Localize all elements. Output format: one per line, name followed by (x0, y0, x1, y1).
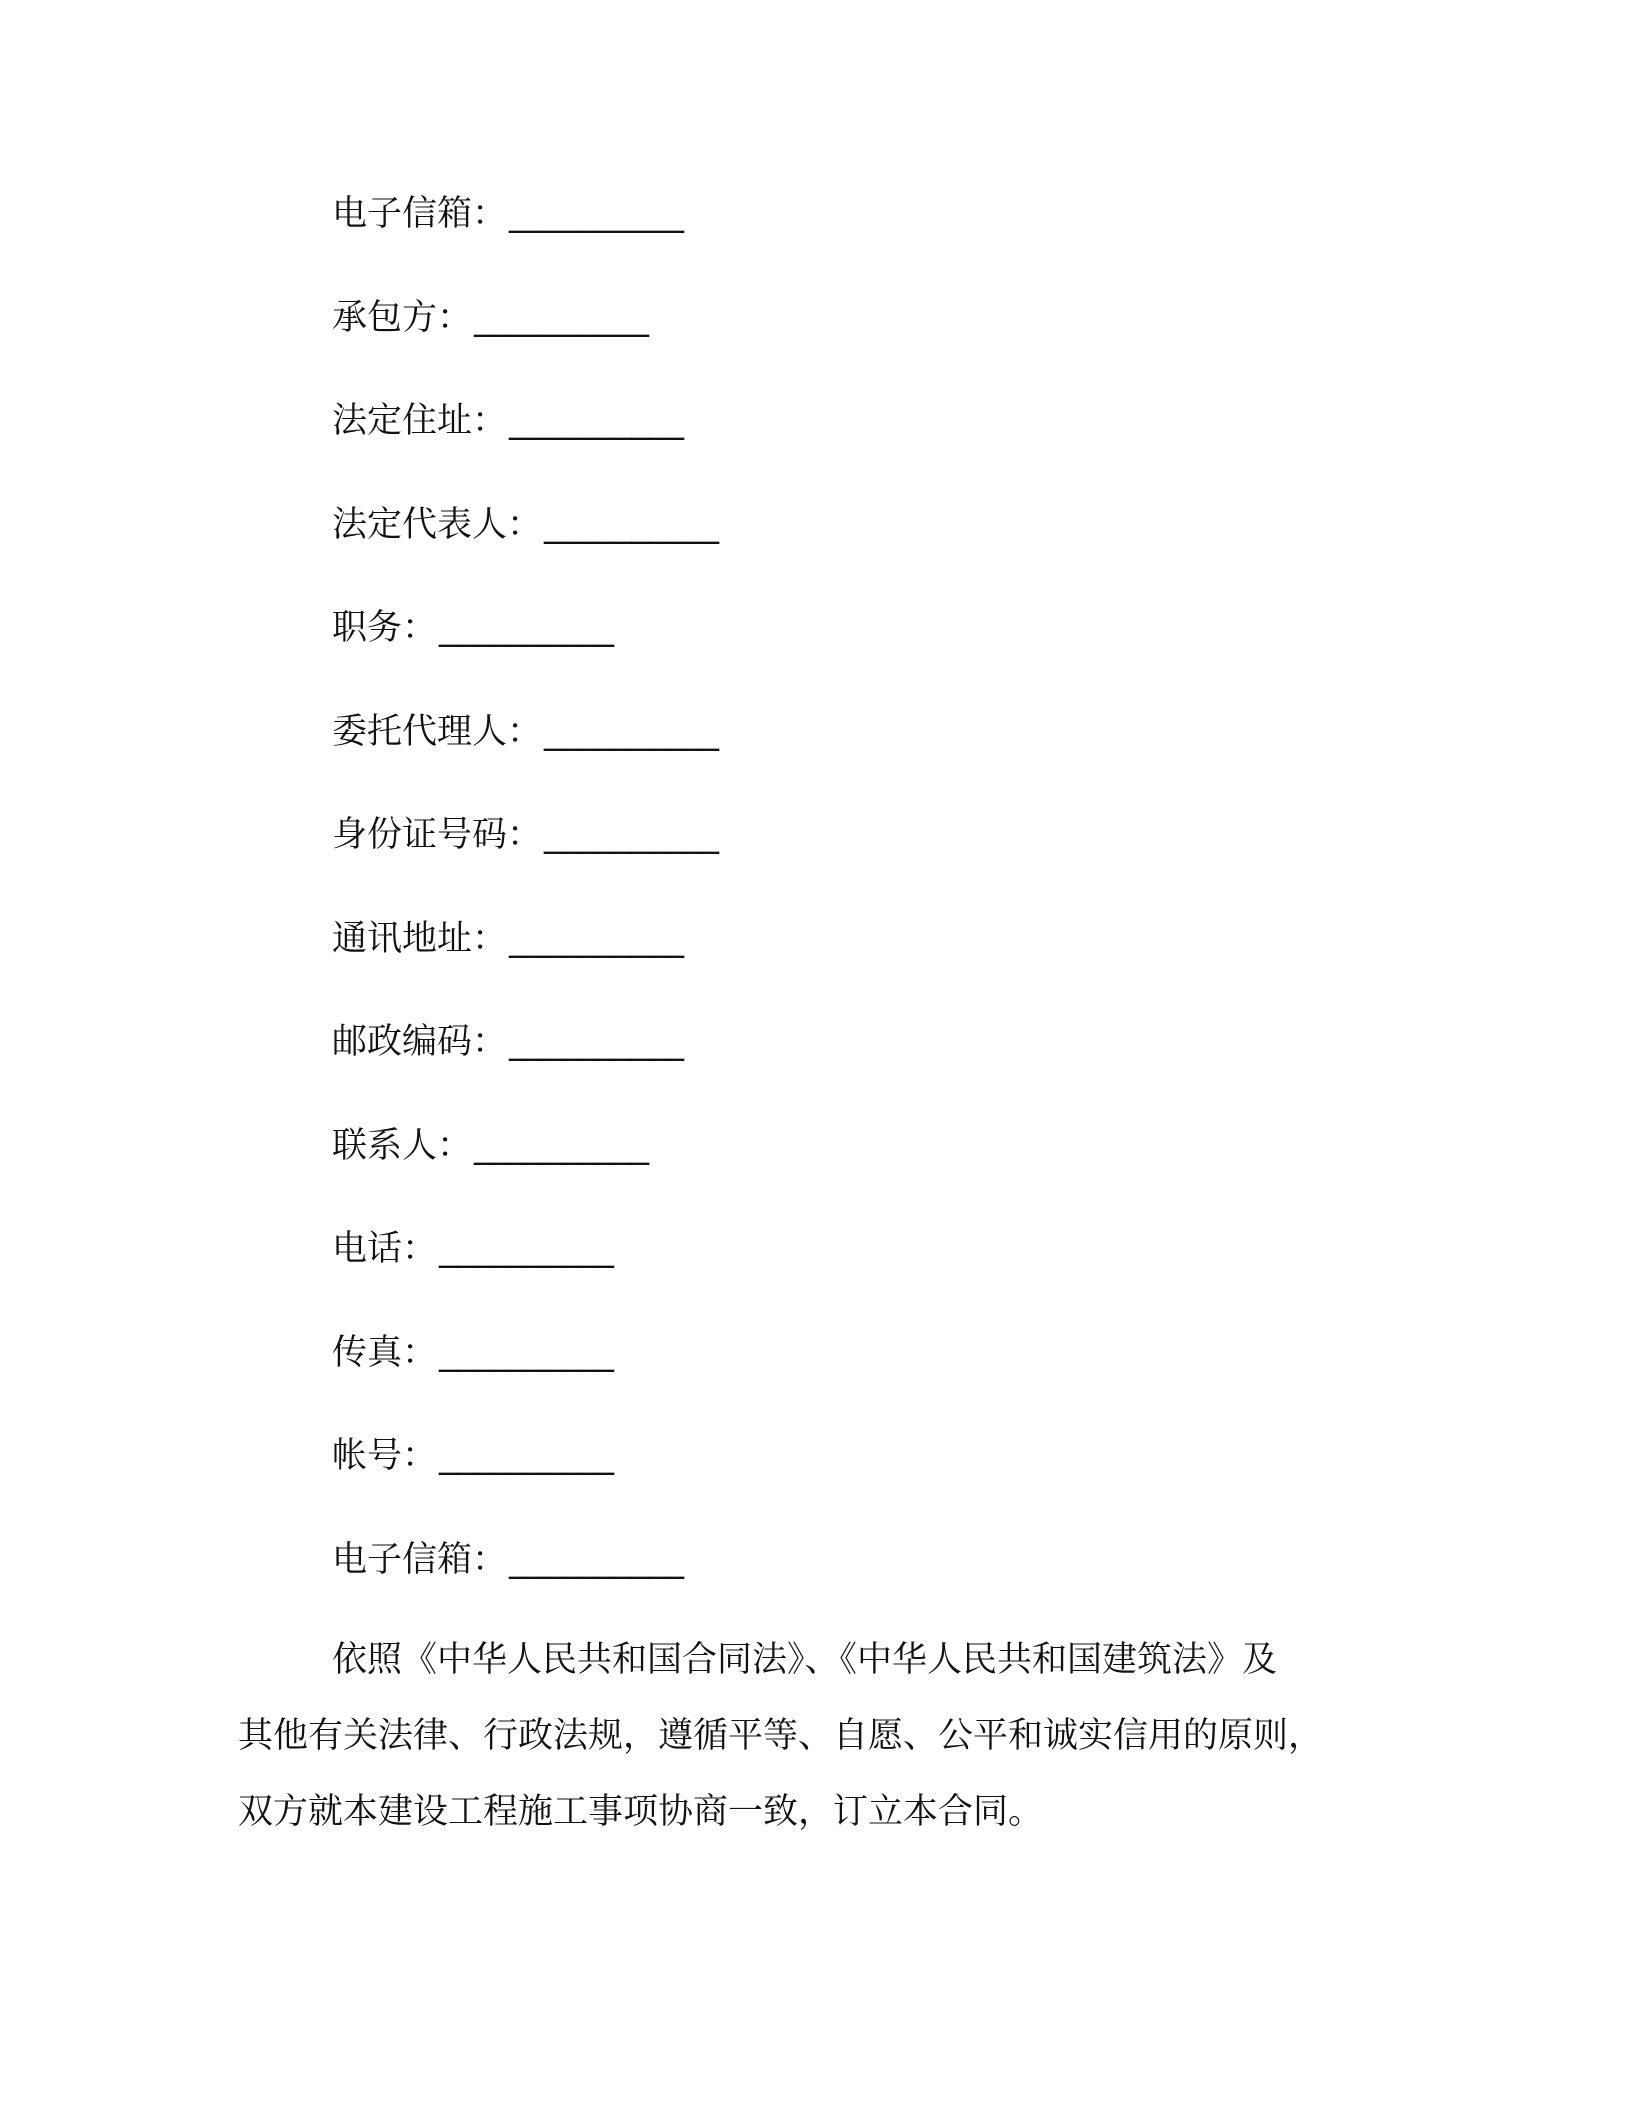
paragraph-line: 其他有关法律、行政法规，遵循平等、自愿、公平和诚实信用的原则， (238, 1716, 1324, 1756)
field-blank: __________ (544, 711, 720, 752)
field-email-2 (332, 1530, 1332, 1634)
field-blank: __________ (439, 1332, 615, 1373)
field-blank: __________ (509, 1539, 685, 1580)
field-mailing-address (332, 909, 1332, 1013)
field-blank: __________ (509, 1022, 685, 1062)
field-label: 身份证号码： (332, 815, 543, 855)
field-label: 传真： (332, 1332, 438, 1373)
field-fax (332, 1323, 1332, 1427)
field-blank: __________ (474, 297, 650, 338)
field-label: 法定住址： (332, 401, 508, 441)
field-label: 委托代理人： (332, 711, 543, 752)
field-blank: __________ (544, 815, 720, 855)
field-label: 承包方： (332, 297, 473, 338)
field-email-1 (332, 184, 1332, 288)
field-postal-code (332, 1012, 1332, 1116)
field-authorized-agent (332, 702, 1332, 806)
field-blank: __________ (474, 1125, 650, 1166)
contract-preamble-paragraph (238, 1630, 1378, 1858)
field-label: 职务： (332, 608, 438, 648)
field-label: 联系人： (332, 1125, 473, 1166)
field-contractor (332, 288, 1332, 392)
field-blank: __________ (544, 504, 720, 545)
field-position (332, 598, 1332, 702)
field-blank: __________ (509, 918, 685, 959)
field-label: 通讯地址： (332, 918, 508, 959)
field-label: 邮政编码： (332, 1022, 508, 1062)
field-blank: __________ (439, 1436, 615, 1476)
paragraph-line: 依照《中华人民共和国合同法》、《中华人民共和国建筑法》及 (332, 1640, 1278, 1680)
field-legal-representative (332, 495, 1332, 599)
field-label: 电话： (332, 1229, 438, 1269)
field-label: 法定代表人： (332, 504, 543, 545)
paragraph-line: 双方就本建设工程施工事项协商一致，订立本合同。 (238, 1792, 1044, 1832)
field-blank: __________ (439, 1229, 615, 1269)
field-blank: __________ (509, 401, 685, 441)
field-blank: __________ (439, 608, 615, 648)
field-account (332, 1426, 1332, 1530)
field-legal-address (332, 391, 1332, 495)
field-phone (332, 1219, 1332, 1323)
field-label: 电子信箱： (332, 194, 508, 234)
field-id-number (332, 805, 1332, 909)
field-contact-person (332, 1116, 1332, 1220)
field-label: 帐号： (332, 1436, 438, 1476)
field-label: 电子信箱： (332, 1539, 508, 1580)
contract-party-fields (332, 184, 1332, 1633)
field-blank: __________ (509, 194, 685, 234)
